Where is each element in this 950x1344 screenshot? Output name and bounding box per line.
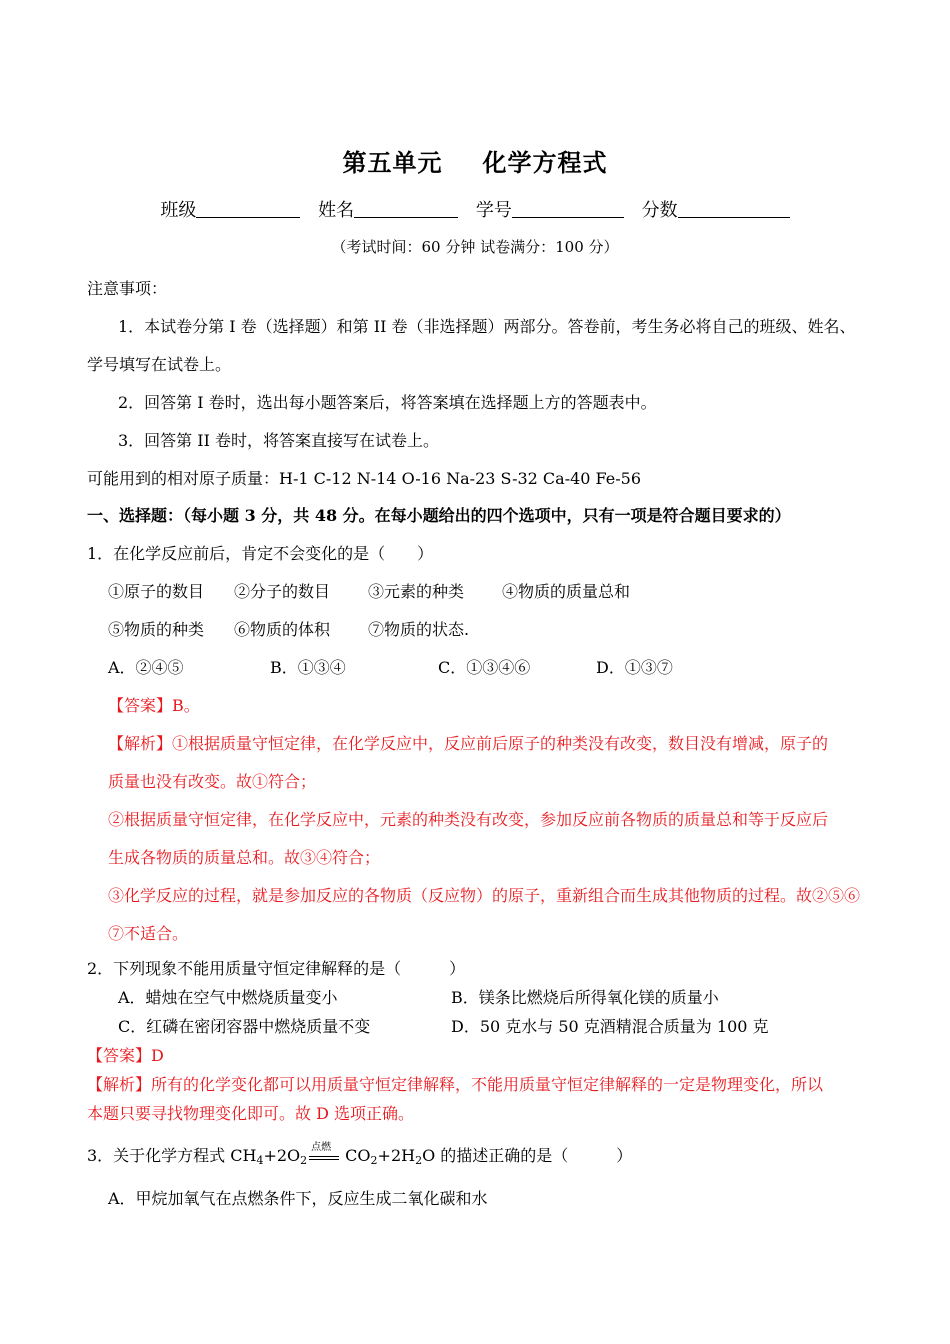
q2-option-a: A．蜡烛在空气中燃烧质量变小 [118, 988, 338, 1007]
q1-answer: 【答案】B。 [108, 696, 200, 715]
student-id-field: 学号 [476, 196, 624, 222]
q1-option-d: D．①③⑦ [596, 658, 673, 677]
note-item-1: 1．本试卷分第 I 卷（选择题）和第 II 卷（非选择题）两部分。答卷前，考生务必将自己的班级、姓名、 [118, 317, 856, 336]
note-item-3: 3．回答第 II 卷时，将答案直接写在试卷上。 [118, 431, 439, 450]
class-field: 班级 [160, 196, 300, 222]
q2-analysis-line: 本题只要寻找物理变化即可。故 D 选项正确。 [87, 1104, 415, 1123]
q1-options [108, 655, 673, 678]
q1-items-row1 [108, 579, 630, 602]
q3-stem: 3．关于化学方程式 $CH_4+2O_2$ 点燃 $CO_2+2H_2O$ 的描述正确的是（ ） [87, 1142, 633, 1167]
q1-item: ⑦物质的状态. [368, 620, 470, 639]
reaction-condition: 点燃 [309, 1147, 341, 1163]
q1-analysis-line: ②根据质量守恒定律，在化学反应中，元素的种类没有改变，参加反应前各物质的质量总和等于反应后 [108, 810, 829, 829]
q2-answer: 【答案】D [87, 1046, 164, 1065]
score-field: 分数 [642, 196, 790, 222]
q2-option-c: C．红磷在密闭容器中燃烧质量不变 [118, 1017, 371, 1036]
q1-option-a: A．②④⑤ [108, 658, 184, 677]
q1-option-b: B．①③④ [270, 658, 346, 677]
q1-item: ②分子的数目 [234, 582, 331, 601]
q1-analysis-line: 生成各物质的质量总和。故③④符合； [108, 848, 381, 867]
q2-option-d: D．50 克水与 50 克酒精混合质量为 100 克 [451, 1017, 769, 1036]
q1-analysis-line: 质量也没有改变。故①符合； [108, 772, 317, 791]
section-heading: 一、选择题：（每小题 3 分，共 48 分。在每小题给出的四个选项中，只有一项是符合题目要求的） [87, 506, 791, 525]
note-item-2: 2．回答第 I 卷时，选出每小题答案后，将答案填在选择题上方的答题表中。 [118, 393, 657, 412]
exam-info: （考试时间：60 分钟 试卷满分：100 分） [331, 238, 619, 256]
name-field: 姓名 [318, 196, 458, 222]
q1-analysis-line: ③化学反应的过程，就是参加反应的各物质（反应物）的原子，重新组合而生成其他物质的过程。故②⑤⑥ [108, 886, 861, 905]
q2-option-b: B．镁条比燃烧后所得氧化镁的质量小 [451, 988, 719, 1007]
q1-stem: 1．在化学反应前后，肯定不会变化的是（ ） [87, 544, 434, 563]
q1-analysis-line: 【解析】①根据质量守恒定律，在化学反应中，反应前后原子的种类没有改变，数目没有增减，原子的 [108, 734, 829, 753]
q1-option-c: C．①③④⑥ [438, 658, 531, 677]
q1-analysis-line: ⑦不适合。 [108, 924, 189, 943]
q1-items-row2 [108, 617, 469, 640]
note-item-1-cont: 学号填写在试卷上。 [87, 355, 232, 374]
q1-item: ④物质的质量总和 [502, 582, 631, 601]
page-title [0, 143, 950, 178]
notes-heading: 注意事项： [87, 279, 168, 298]
q1-item: ⑥物质的体积 [234, 620, 331, 639]
q1-item: ⑤物质的种类 [108, 620, 205, 639]
q1-item: ③元素的种类 [368, 582, 465, 601]
q2-analysis-line: 【解析】所有的化学变化都可以用质量守恒定律解释，不能用质量守恒定律解释的一定是物理变化，所以 [87, 1075, 824, 1094]
title-unit: 第五单元 [342, 149, 443, 177]
q2-stem: 2．下列现象不能用质量守恒定律解释的是（ ） [87, 959, 466, 978]
student-info-fields [0, 196, 950, 222]
q1-item: ①原子的数目 [108, 582, 205, 601]
atomic-masses: 可能用到的相对原子质量：H-1 C-12 N-14 O-16 Na-23 S-32 Ca-40 Fe-56 [87, 469, 642, 488]
title-topic: 化学方程式 [482, 149, 608, 177]
q3-option-a: A．甲烷加氧气在点燃条件下，反应生成二氧化碳和水 [108, 1189, 488, 1208]
